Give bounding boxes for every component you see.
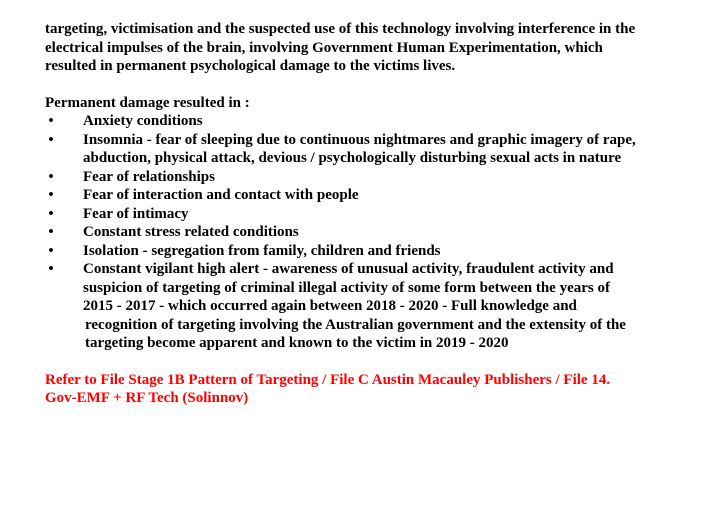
list-item [45,242,695,261]
bullet-icon: • [48,224,54,240]
list-item [45,112,695,131]
bullet-icon: • [48,168,54,185]
list-item-line: suspicion of targeting of criminal illegal activity of some form between the years of [83,279,610,296]
list-item-line: abduction, physical attack, devious / psychologically disturbing sexual acts in nature [83,150,622,166]
bullet-icon: • [48,113,54,129]
list-item-line: Constant stress related conditions [83,224,299,240]
list-item-text [83,169,215,185]
list-item [45,131,695,168]
list-item-line: Fear of interaction and contact with people [83,187,359,203]
intro-line: targeting, victimisation and the suspected use of this technology involving interference in the [45,21,636,37]
list-item-line: 2015 - 2017 - which occurred again between 2018 - 2020 - Full knowledge and [83,298,577,314]
list-item [45,223,695,242]
list-item-line: Anxiety conditions [83,113,203,129]
list-item-text [83,132,636,167]
list-item-text [83,206,189,222]
reference-note [45,371,695,408]
list-item [45,168,695,187]
bullet-icon: • [48,187,54,203]
damage-heading: Permanent damage resulted in : [45,94,250,111]
reference-line: Gov-EMF + RF Tech (Solinnov) [45,390,249,406]
reference-line: Refer to File Stage 1B Pattern of Targeting / File C Austin Macauley Publishers / File 14. [45,371,611,388]
list-item-line: targeting become apparent and known to the victim in 2019 - 2020 [85,335,509,351]
list-item [45,205,695,224]
list-item [45,186,695,205]
list-item-text [83,113,203,129]
intro-line: resulted in permanent psychological damage to the victims lives. [45,58,456,74]
list-item [45,260,695,353]
list-item-text [83,243,441,259]
list-item-line: Fear of intimacy [83,205,189,222]
list-item-text [83,224,299,240]
intro-paragraph [45,20,695,76]
bullet-icon: • [48,242,54,259]
bullet-icon: • [48,205,54,222]
intro-line: electrical impulses of the brain, involving Government Human Experimentation, which [45,39,603,56]
bullet-icon: • [48,261,54,277]
damage-list [45,112,695,353]
list-item-line: Insomnia - fear of sleeping due to continuous nightmares and graphic imagery of rape, [83,131,636,148]
list-item-text [83,187,359,203]
list-item-text [83,261,695,353]
list-item-line: Isolation - segregation from family, children and friends [83,242,441,259]
list-item-line: Fear of relationships [83,168,215,185]
bullet-icon: • [48,131,54,148]
document-page [45,20,695,408]
list-item-line: Constant vigilant high alert - awareness of unusual activity, fraudulent activity and [83,261,614,277]
list-item-line: recognition of targeting involving the Australian government and the extensity of the [85,316,626,333]
